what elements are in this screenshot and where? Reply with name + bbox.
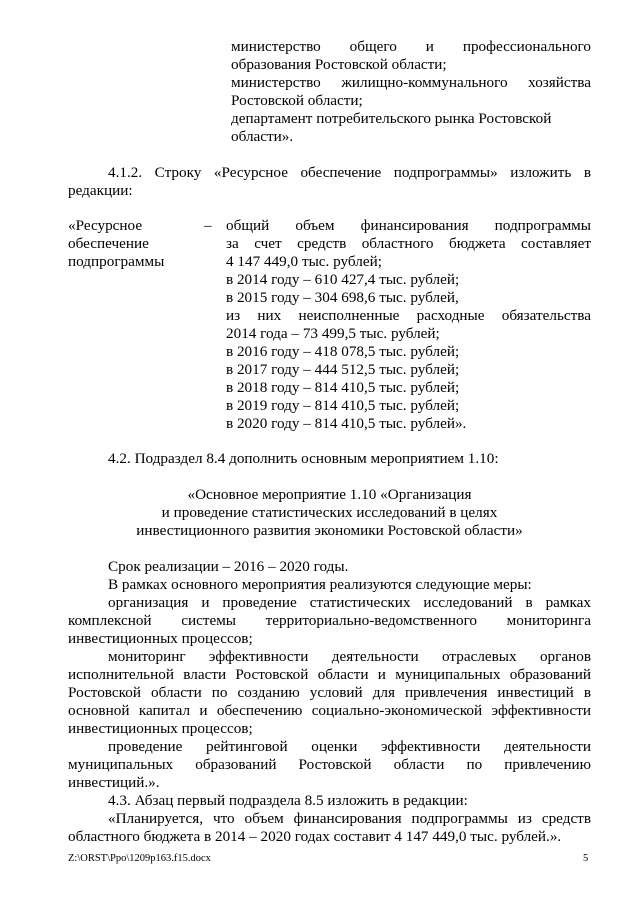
heading-line: и проведение статистических исследований в целях: [161, 504, 498, 521]
body-line: Срок реализации – 2016 – 2020 годы.: [108, 558, 349, 575]
table-left-label: обеспечение: [68, 235, 149, 252]
table-right-line: из них неисполненные расходные обязательства: [226, 307, 591, 324]
paragraph-4-1-2-line1: 4.1.2. Строку «Ресурсное обеспечение подпрограммы» изложить в: [108, 164, 591, 181]
text-line: департамент потребительского рынка Ростовской: [231, 110, 552, 127]
table-right-line: в 2014 году – 610 427,4 тыс. рублей;: [226, 271, 460, 288]
body-line: организация и проведение статистических исследований в рамках: [108, 594, 591, 611]
body-line: проведение рейтинговой оценки эффективности деятельности: [108, 738, 591, 755]
body-line: исполнительной власти Ростовской области и муниципальных образований: [68, 666, 591, 683]
body-line: мониторинг эффективности деятельности отраслевых органов: [108, 648, 591, 665]
body-line: муниципальных образований Ростовской области по привлечению инвестиций.».: [68, 756, 591, 791]
footer-file-path: Z:\ORST\Ppo\1209p163.f15.docx: [68, 853, 211, 864]
body-line: инвестиционных процессов;: [68, 720, 253, 737]
body-line: В рамках основного мероприятия реализуются следующие меры:: [108, 576, 532, 593]
body-line: инвестиционных процессов;: [68, 630, 253, 647]
table-right-line: за счет средств областного бюджета составляет: [226, 235, 591, 252]
body-line: основной капитал и обеспечению социально-экономической эффективности: [68, 702, 591, 719]
text-line: министерство общего и профессионального: [231, 38, 591, 55]
table-dash: –: [204, 217, 212, 234]
body-line: Ростовской области по созданию условий для привлечения инвестиций в: [68, 684, 591, 701]
table-left-label: подпрограммы: [68, 253, 165, 270]
table-right-line: в 2020 году – 814 410,5 тыс. рублей».: [226, 415, 467, 432]
table-right-line: в 2015 году – 304 698,6 тыс. рублей,: [226, 289, 459, 306]
table-left-label: «Ресурсное: [68, 217, 143, 234]
table-right-line: в 2016 году – 418 078,5 тыс. рублей;: [226, 343, 460, 360]
paragraph-4-1-2-line2: редакции:: [68, 182, 133, 199]
table-right-line: 4 147 449,0 тыс. рублей;: [226, 253, 382, 270]
paragraph-4-2: 4.2. Подраздел 8.4 дополнить основным мероприятием 1.10:: [108, 450, 499, 467]
body-line: «Планируется, что объем финансирования подпрограммы из средств: [108, 810, 591, 827]
heading-line: инвестиционного развития экономики Ростовской области»: [136, 522, 523, 539]
heading-line: «Основное мероприятие 1.10 «Организация: [187, 486, 472, 503]
body-line: областного бюджета в 2014 – 2020 годах составит 4 147 449,0 тыс. рублей.».: [68, 828, 562, 845]
text-line: министерство жилищно-коммунального хозяйства: [231, 74, 591, 91]
text-line: Ростовской области;: [231, 92, 363, 109]
page-number: 5: [583, 853, 589, 864]
table-right-line: общий объем финансирования подпрограммы: [226, 217, 591, 234]
body-line: 4.3. Абзац первый подраздела 8.5 изложить в редакции:: [108, 792, 468, 809]
table-right-line: в 2017 году – 444 512,5 тыс. рублей;: [226, 361, 460, 378]
table-right-line: в 2018 году – 814 410,5 тыс. рублей;: [226, 379, 460, 396]
table-right-line: 2014 года – 73 499,5 тыс. рублей;: [226, 325, 440, 342]
text-line: области».: [231, 128, 294, 145]
body-line: комплексной системы территориально-ведомственного мониторинга: [68, 612, 591, 629]
text-line: образования Ростовской области;: [231, 56, 447, 73]
table-right-line: в 2019 году – 814 410,5 тыс. рублей;: [226, 397, 460, 414]
